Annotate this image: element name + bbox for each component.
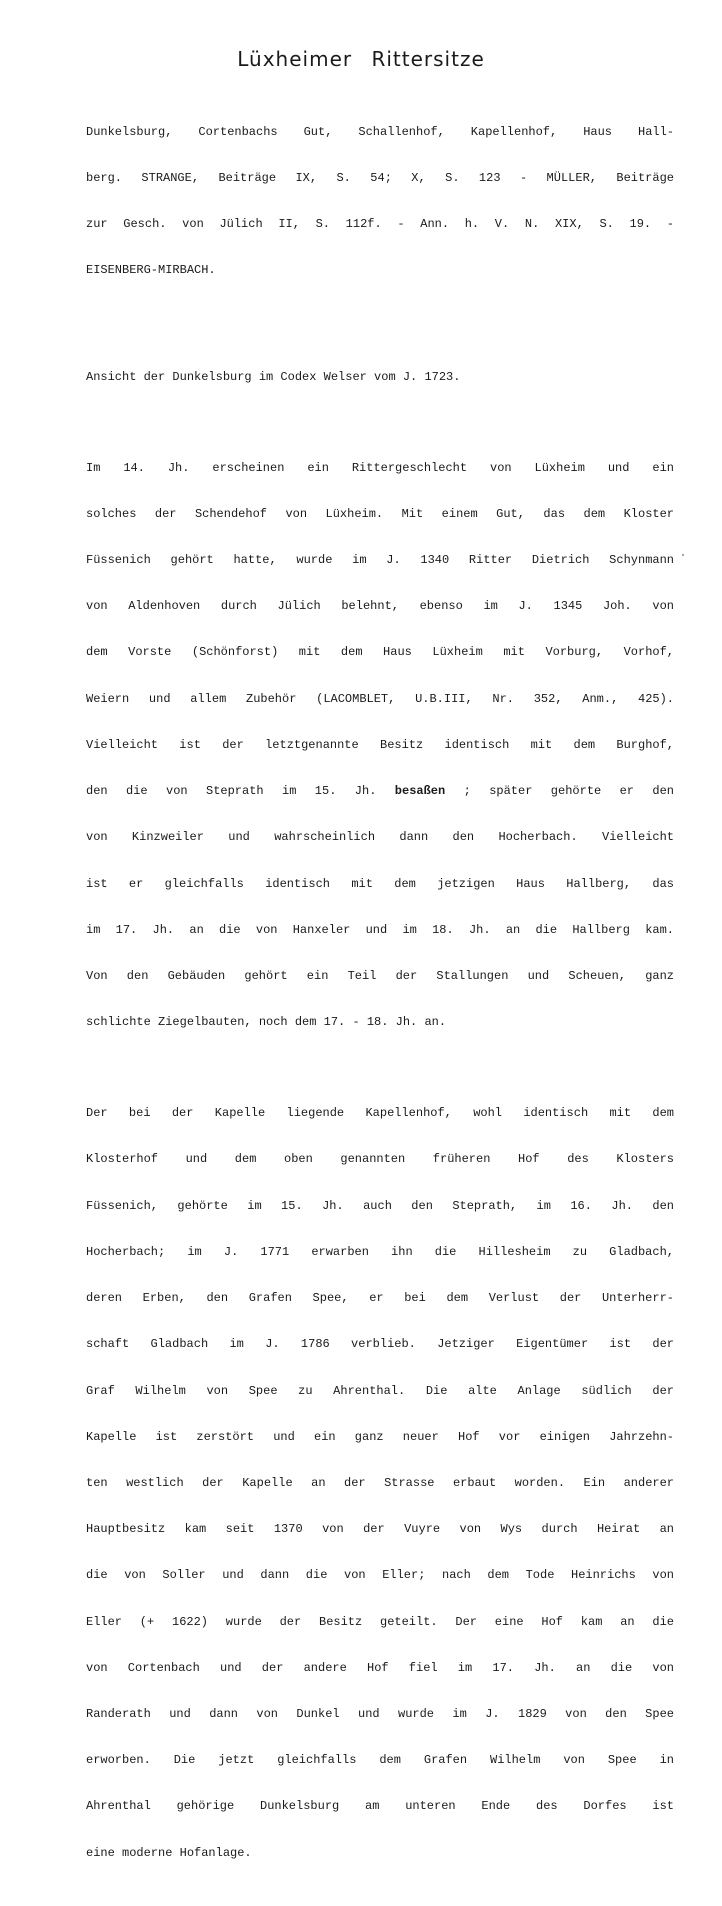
text-line: eine moderne Hofanlage. [86,1845,252,1860]
text-line: schlichte Ziegelbauten, noch dem 17. - 18. Jh. an. [86,1015,447,1030]
text-line: Ahrenthal gehörige Dunkelsburg am unteren Ende des Dorfes ist [86,1799,674,1814]
text-line: Klosterhof und dem oben genannten früheren Hof des Klosters [86,1152,674,1167]
text-line: deren Erben, den Grafen Spee, er bei dem Verlust der Unterherr- [86,1291,674,1306]
emphasized-word: besaßen [394,784,446,799]
history-paragraph-2 [86,1075,674,1892]
text-line: Hauptbesitz kam seit 1370 von der Vuyre von Wys durch Heirat an [86,1522,674,1537]
scan-speck [682,554,684,556]
text-line: im 17. Jh. an die von Hanxeler und im 18. Jh. an die Hallberg kam. [86,922,674,937]
text-line: Randerath und dann von Dunkel und wurde im J. 1829 von den Spee [86,1707,674,1722]
body-text [86,94,674,1906]
text-line: Ansicht der Dunkelsburg im Codex Welser vom J. 1723. [86,369,461,384]
text-line: solches der Schendehof von Lüxheim. Mit einem Gut, das dem Kloster [86,506,674,521]
caption-paragraph [86,339,674,416]
text-line: Von den Gebäuden gehört ein Teil der Stallungen und Scheuen, ganz [86,968,674,983]
text-line: ten westlich der Kapelle an der Strasse erbaut worden. Ein anderer [86,1475,674,1490]
text-line: Füssenich, gehörte im 15. Jh. auch den Steprath, im 16. Jh. den [86,1198,674,1213]
text-line: Füssenich gehört hatte, wurde im J. 1340 Ritter Dietrich Schynmann [86,552,674,567]
text-line: EISENBERG-MIRBACH. [86,263,216,278]
text-line: Vielleicht ist der letztgenannte Besitz identisch mit dem Burghof, [86,737,674,752]
text-line: Graf Wilhelm von Spee zu Ahrenthal. Die alte Anlage südlich der [86,1383,674,1398]
text-line: die von Soller und dann die von Eller; nach dem Tode Heinrichs von [86,1568,674,1583]
text-line: von Aldenhoven durch Jülich belehnt, ebenso im J. 1345 Joh. von [86,599,674,614]
text-line: dem Vorste (Schönforst) mit dem Haus Lüxheim mit Vorburg, Vorhof, [86,645,674,660]
text-line: zur Gesch. von Jülich II, S. 112f. - Ann. h. V. N. XIX, S. 19. - [86,217,674,232]
references-paragraph [86,94,674,310]
text-line: Der bei der Kapelle liegende Kapellenhof, wohl identisch mit dem [86,1106,674,1121]
page-title: Lüxheimer Rittersitze [237,47,485,71]
text-line: den die von Steprath im 15. Jh. besaßen ; später gehörte er den [86,784,675,799]
text-line: von Cortenbach und der andere Hof fiel im 17. Jh. an die von [86,1660,674,1675]
text-line: Kapelle ist zerstört und ein ganz neuer Hof vor einigen Jahrzehn- [86,1429,674,1444]
text-line: berg. STRANGE, Beiträge IX, S. 54; X, S. 123 - MÜLLER, Beiträge [86,171,674,186]
text-line: erworben. Die jetzt gleichfalls dem Grafen Wilhelm von Spee in [86,1753,674,1768]
text-line: Im 14. Jh. erscheinen ein Rittergeschlecht von Lüxheim und ein [86,460,674,475]
history-paragraph-1 [86,430,674,1062]
text-line: schaft Gladbach im J. 1786 verblieb. Jetziger Eigentümer ist der [86,1337,674,1352]
text-line: Dunkelsburg, Cortenbachs Gut, Schallenhof, Kapellenhof, Haus Hall- [86,124,674,139]
text-line: von Kinzweiler und wahrscheinlich dann den Hocherbach. Vielleicht [86,830,674,845]
text-line: Weiern und allem Zubehör (LACOMBLET, U.B.III, Nr. 352, Anm., 425). [86,691,674,706]
text-line: ist er gleichfalls identisch mit dem jetzigen Haus Hallberg, das [86,876,674,891]
text-line: Eller (+ 1622) wurde der Besitz geteilt. Der eine Hof kam an die [86,1614,674,1629]
text-line: Hocherbach; im J. 1771 erwarben ihn die Hillesheim zu Gladbach, [86,1244,674,1259]
